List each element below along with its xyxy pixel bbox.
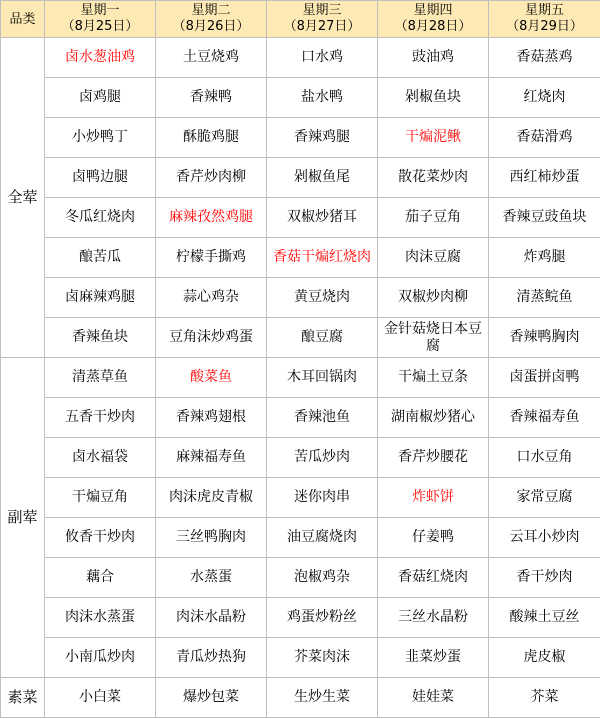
menu-header <box>1 1 600 38</box>
day-header-friday <box>489 1 600 38</box>
menu-row <box>1 398 600 438</box>
dish-cell: 香芹炒腰花 <box>378 438 489 478</box>
dish-cell: 清蒸鲩鱼 <box>489 278 600 318</box>
dish-cell: 酸菜鱼 <box>156 358 267 398</box>
day-header-thursday <box>378 1 489 38</box>
category-cell: 副荤 <box>1 358 45 678</box>
dish-cell: 麻辣孜然鸡腿 <box>156 198 267 238</box>
dish-cell: 香菇干煸红烧肉 <box>267 238 378 278</box>
dish-cell: 酸辣土豆丝 <box>489 598 600 638</box>
dish-cell: 香菇滑鸡 <box>489 118 600 158</box>
dish-cell: 泡椒鸡杂 <box>267 558 378 598</box>
dish-cell: 金针菇烧日本豆腐 <box>378 318 489 358</box>
dish-cell: 肉沫水晶粉 <box>156 598 267 638</box>
dish-cell: 香辣鸭胸肉 <box>489 318 600 358</box>
dish-cell: 家常豆腐 <box>489 478 600 518</box>
dish-cell: 蒜心鸡杂 <box>156 278 267 318</box>
dish-cell: 红烧肉 <box>489 78 600 118</box>
dish-cell: 小白菜 <box>45 678 156 718</box>
dish-cell: 香辣鸡翅根 <box>156 398 267 438</box>
dish-cell: 肉沫水蒸蛋 <box>45 598 156 638</box>
menu-row <box>1 558 600 598</box>
dish-cell: 木耳回锅肉 <box>267 358 378 398</box>
dish-cell: 香菇蒸鸡 <box>489 38 600 78</box>
day-date: （8月29日） <box>506 19 583 34</box>
dish-cell: 芥菜 <box>489 678 600 718</box>
day-name: 星期三 <box>302 3 342 18</box>
dish-cell: 炸虾饼 <box>378 478 489 518</box>
dish-cell: 香辣豆豉鱼块 <box>489 198 600 238</box>
dish-cell: 口水鸡 <box>267 38 378 78</box>
dish-cell: 豆角沫炒鸡蛋 <box>156 318 267 358</box>
dish-cell: 酥脆鸡腿 <box>156 118 267 158</box>
day-name: 星期四 <box>413 3 453 18</box>
dish-cell: 香辣鱼块 <box>45 318 156 358</box>
dish-cell: 肉沫豆腐 <box>378 238 489 278</box>
category-header: 品类 <box>1 1 45 38</box>
dish-cell: 爆炒包菜 <box>156 678 267 718</box>
dish-cell: 剁椒鱼尾 <box>267 158 378 198</box>
menu-row <box>1 278 600 318</box>
menu-row <box>1 638 600 678</box>
day-header-wednesday <box>267 1 378 38</box>
dish-cell: 五香干炒肉 <box>45 398 156 438</box>
dish-cell: 油豆腐烧肉 <box>267 518 378 558</box>
dish-cell: 炸鸡腿 <box>489 238 600 278</box>
dish-cell: 鸡蛋炒粉丝 <box>267 598 378 638</box>
dish-cell: 酿苦瓜 <box>45 238 156 278</box>
dish-cell: 香辣鸭 <box>156 78 267 118</box>
dish-cell: 三丝水晶粉 <box>378 598 489 638</box>
dish-cell: 双椒炒肉柳 <box>378 278 489 318</box>
dish-cell: 小炒鸭丁 <box>45 118 156 158</box>
header-row <box>1 1 600 38</box>
day-name: 星期二 <box>191 3 231 18</box>
dish-cell: 西红柿炒蛋 <box>489 158 600 198</box>
dish-cell: 卤麻辣鸡腿 <box>45 278 156 318</box>
dish-cell: 干煸土豆条 <box>378 358 489 398</box>
dish-cell: 柠檬手撕鸡 <box>156 238 267 278</box>
menu-row <box>1 198 600 238</box>
dish-cell: 酿豆腐 <box>267 318 378 358</box>
dish-cell: 娃娃菜 <box>378 678 489 718</box>
dish-cell: 肉沫虎皮青椒 <box>156 478 267 518</box>
menu-row <box>1 678 600 718</box>
dish-cell: 清蒸草鱼 <box>45 358 156 398</box>
menu-row <box>1 598 600 638</box>
dish-cell: 芥菜肉沫 <box>267 638 378 678</box>
dish-cell: 卤蛋拼卤鸭 <box>489 358 600 398</box>
menu-row <box>1 158 600 198</box>
dish-cell: 香辣池鱼 <box>267 398 378 438</box>
dish-cell: 干煸泥鳅 <box>378 118 489 158</box>
menu-row <box>1 318 600 358</box>
category-cell: 素菜 <box>1 678 45 718</box>
dish-cell: 虎皮椒 <box>489 638 600 678</box>
dish-cell: 苦瓜炒肉 <box>267 438 378 478</box>
dish-cell: 卤水福袋 <box>45 438 156 478</box>
menu-body <box>1 38 600 718</box>
menu-row <box>1 358 600 398</box>
day-date: （8月25日） <box>61 19 139 34</box>
dish-cell: 香干炒肉 <box>489 558 600 598</box>
day-header-tuesday <box>156 1 267 38</box>
dish-cell: 茄子豆角 <box>378 198 489 238</box>
category-cell: 全荤 <box>1 38 45 358</box>
dish-cell: 水蒸蛋 <box>156 558 267 598</box>
dish-cell: 麻辣福寿鱼 <box>156 438 267 478</box>
menu-row <box>1 38 600 78</box>
dish-cell: 小南瓜炒肉 <box>45 638 156 678</box>
dish-cell: 三丝鸭胸肉 <box>156 518 267 558</box>
dish-cell: 青瓜炒热狗 <box>156 638 267 678</box>
dish-cell: 藕合 <box>45 558 156 598</box>
dish-cell: 散花菜炒肉 <box>378 158 489 198</box>
dish-cell: 迷你肉串 <box>267 478 378 518</box>
dish-cell: 韭菜炒蛋 <box>378 638 489 678</box>
menu-row <box>1 438 600 478</box>
dish-cell: 干煸豆角 <box>45 478 156 518</box>
dish-cell: 黄豆烧肉 <box>267 278 378 318</box>
dish-cell: 剁椒鱼块 <box>378 78 489 118</box>
dish-cell: 生炒生菜 <box>267 678 378 718</box>
menu-row <box>1 78 600 118</box>
day-date: （8月28日） <box>394 19 472 34</box>
day-date: （8月27日） <box>283 19 361 34</box>
dish-cell: 口水豆角 <box>489 438 600 478</box>
dish-cell: 云耳小炒肉 <box>489 518 600 558</box>
menu-row <box>1 118 600 158</box>
menu-row <box>1 518 600 558</box>
dish-cell: 冬瓜红烧肉 <box>45 198 156 238</box>
dish-cell: 香辣福寿鱼 <box>489 398 600 438</box>
dish-cell: 豉油鸡 <box>378 38 489 78</box>
day-name: 星期一 <box>80 3 120 18</box>
dish-cell: 香菇红烧肉 <box>378 558 489 598</box>
dish-cell: 仔姜鸭 <box>378 518 489 558</box>
dish-cell: 湖南椒炒猪心 <box>378 398 489 438</box>
menu-row <box>1 238 600 278</box>
day-name: 星期五 <box>524 3 564 18</box>
dish-cell: 盐水鸭 <box>267 78 378 118</box>
dish-cell: 卤水葱油鸡 <box>45 38 156 78</box>
menu-row <box>1 478 600 518</box>
dish-cell: 卤鸭边腿 <box>45 158 156 198</box>
day-header-monday <box>45 1 156 38</box>
dish-cell: 攸香干炒肉 <box>45 518 156 558</box>
dish-cell: 卤鸡腿 <box>45 78 156 118</box>
dish-cell: 香辣鸡腿 <box>267 118 378 158</box>
dish-cell: 土豆烧鸡 <box>156 38 267 78</box>
dish-cell: 香芹炒肉柳 <box>156 158 267 198</box>
dish-cell: 双椒炒猪耳 <box>267 198 378 238</box>
day-date: （8月26日） <box>172 19 250 34</box>
